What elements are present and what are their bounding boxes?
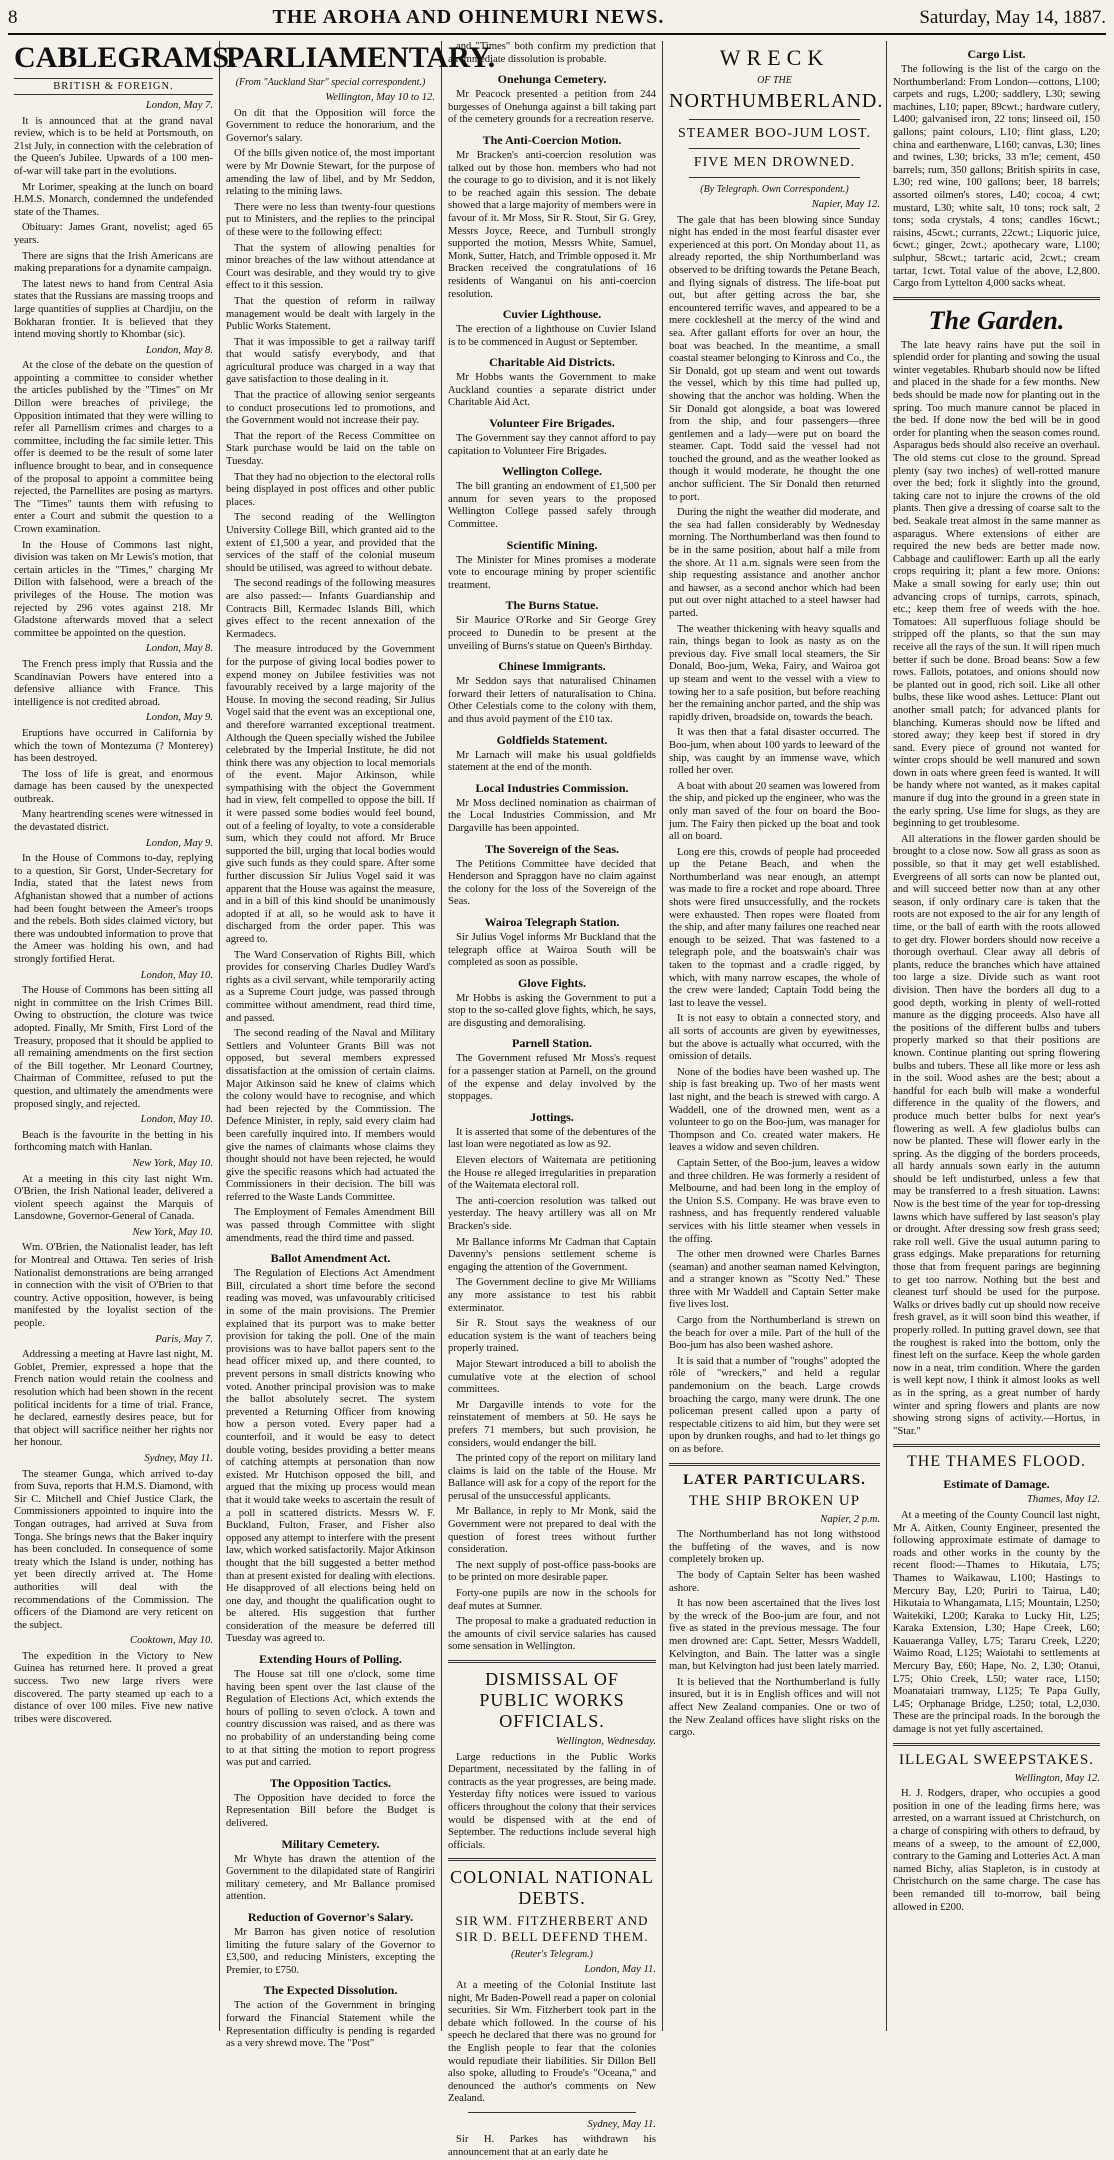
cable-dateline: London, May 9. <box>145 712 213 724</box>
cable-paragraph: Many heartrending scenes were witnessed in the devastated district. <box>14 809 213 834</box>
section-heading: Jottings. <box>530 1109 574 1124</box>
section-text: Mr Hobbs wants the Government to make Auckland counties a separate district under Charitable Aid Act. <box>448 372 656 409</box>
cable-paragraph: The loss of life is great, and enormous damage has been caused by the unexpected outbreak. <box>14 768 213 805</box>
northumberland-heading: NORTHUMBERLAND. <box>669 90 884 112</box>
section-text: The action of the Government in bringing forward the Financial Statement while the Representation difficulty is pending is regarded as a very shrewd move. The "Post" <box>226 2000 435 2050</box>
section-heading: Chinese Immigrants. <box>498 659 606 674</box>
section-heading: Volunteer Fire Brigades. <box>489 416 615 431</box>
wreck-paragraph: It was then that a fatal disaster occurred. The Boo-jum, when about 100 yards to leeward of the ship, was caught by an immense wave, which rolled her over. <box>669 727 880 777</box>
thames-flood-subheading: Estimate of Damage. <box>943 1477 1050 1492</box>
section-text: The Government say they cannot afford to pay capitation to Volunteer Fire Brigades. <box>448 433 656 457</box>
wreck-paragraph: A boat with about 20 seamen was lowered from the ship, and picked up the engineer, who was the only man saved of the four on board the Boo-jum. The Fairy then picked up the boat and took all on board. <box>669 780 880 843</box>
wreck-paragraph: Cargo from the Northumberland is strewn on the beach for over a mile. Part of the hull of the Boo-jum has also been washed ashore. <box>669 1315 880 1352</box>
cable-dateline: Paris, May 7. <box>155 1333 213 1345</box>
jotting-item: Sir R. Stout says the weakness of our education system is the want of teachers being properly trained. <box>448 1318 656 1355</box>
section-heading: The Sovereign of the Seas. <box>484 841 620 856</box>
garden-paragraph: The late heavy rains have put the soil in splendid order for planting and sowing the usual winter vegetables. Rhubarb should now be lifted and placed in the shade for a few months. New beds should be made now for planting out in the spring. Too much manure cannot be placed in the bed. If done now the bed will be in good order for planting when the season comes round. Asparagus beds should also receive an overhaul. The old stems cut close to the ground. Spread plenty (say two inches) of well-rotted manure over the bed; fork it slightly into the ground, taking care not to injure the crowns of the old plants. Then give a dressing of coarse salt to the bed. Seakale treat almost in the same manner as asparagus. Where extensions of either are required the new beds are better made now. Cabbage and cauliflower: Earth up all the early crops requiring it; plant a few more. Onions: Make a small sowing for early use; thin out advancing crops of turnips, carrots, spinach, etc.; keep them free of weeds with the hoe. Tomatoes: All superfluous foliage should be stripped off the plants, so that the sun may receive all the rays of the sun. It will ripen much better if such be done. Broad beans: Sow a few rows. Fallots, potatoes, and onions should now be planted out in good, rich soil. Like all other bulbs, these like wood ashes. Lettuce: Plant out another small patch; for advanced plants for blanching. Kumeras should now be lifted and stored away; they keep best if stored in dry sand. Every piece of ground not wanted for winter crops should be well manured and sown down in oats where green feed is wanted. It will be handy where not wanted, as it makes capital manure if dug into the ground in a green state in the early spring. Use lime for slugs, as they are beginning to get troublesome. <box>893 339 1100 830</box>
cable-paragraph: In the House of Commons to-day, replying to a question, Sir Gorst, Under-Secretary for India, stated that the latest news from Afghanistan showed that a number of actions had been fought between the Ameer's troops and the rebels. Both sides claimed victory, but there was undoubted information to prove that the Ameer was holding his own, and had strongly fortified Herat. <box>14 853 213 965</box>
cablegrams-heading: CABLEGRAMS. <box>14 41 237 74</box>
garden-paragraph: All alterations in the flower garden should be brought to a close now. Sow all grass as soon as possible, so that it may get well established. Evergreens of all sorts can now be planted out, and will succeed better now than at any other season, if only ordinary care is taken that the roots are not exposed to the air for any length of time, or the ball of earth with the roots allowed to get dry. Flower borders should now receive a thorough overhaul. Clear away all debris of plants, reduce the branches which have attained too large a size. Divide such as want root division. Then have the borders all dug to a good depth, working in plenty of well-rotted manure as the digging proceeds. Also have all the positions of the different bulbs and tubers properly marked so that their positions are known. Continue planting out spring flowering bulbs and tubers. These all like more or less ash in the soil. Wood ashes are the best; about a handful for each bulb will make a wonderful difference in the quality of the flowers, and produce much better bulbs for next year's flowering as well. A few gladiolus bulbs can now be planted. These will flower early in the spring. As the digging of the borders proceeds, all hardy annuals sown early in the autumn should be left undisturbed, unless a few that may be transferred to a fresh situation. Lawns: Now is the best time of the year for top-dressing lawns which have suffered by last season's play or drought. After dressing sow fresh grass seed; rake roll well. Give the usual autumn paring to grass edgings. Make preparations for returning those that from frequent parings are beginning to get too narrow. Nothing but the best and cleanest turf should be used for the purpose. Walks or drives badly cut up should now receive fresh gravel, as it will soon bind this weather, if properly rolled. In putting gravel down, see that the roughest is raked into the bottom, only the finest left on the surface. Keep the whole garden now in a neat, trim condition. Where the garden is well kept now, I think it almost looks as well as in the spring, as a great number of hardy winter and spring flowers and plants are now showing strong signs of activity.—Hortus, in "Star." <box>893 833 1100 1437</box>
sweepstakes-dateline: Wellington, May 12. <box>1014 1772 1100 1784</box>
column-wreck <box>663 41 887 2031</box>
wreck-source: (By Telegraph. Own Correspondent.) <box>700 184 849 195</box>
jotting-item: The proposal to make a graduated reduction in the amounts of civil service salaries has caused some sensation in Wellington. <box>448 1616 656 1653</box>
newspaper-title: THE AROHA AND OHINEMURI NEWS. <box>272 6 665 28</box>
wreck-paragraph: It is said that a number of "roughs" adopted the rôle of "wreckers," and held a regular pandemonium on the beach. Large crowds broaching the cargo, many were drunk. The one policeman present called upon a party of respectable citizens to aid him, but they were set upon by drunken roughs, and had to let things go on as before. <box>669 1355 880 1455</box>
parliamentary-paragraph: The second reading of the Wellington University College Bill, which granted aid to the extent of £1,500 a year, and provided that the services of the staff of the colonial museum should be utilised, was agreed to without debate. <box>226 512 435 574</box>
cable-dateline: London, May 10. <box>140 969 213 981</box>
debts-heading: COLONIAL NATIONAL DEBTS. <box>450 1867 654 1909</box>
parliamentary-paragraph: That the question of reform in railway management would be dealt with largely in the Public Works Statement. <box>226 295 435 333</box>
section-heading: The Opposition Tactics. <box>269 1775 392 1790</box>
jotting-item: The printed copy of the report on military land claims is laid on the table of the House. Mr Ballance will ask for a copy of the report for the perusal of the unsuccessful applicants. <box>448 1453 656 1502</box>
cable-paragraph: Beach is the favourite in the betting in his forthcoming match with Hanlan. <box>14 1129 213 1154</box>
section-heading: Military Cemetery. <box>281 1836 380 1851</box>
cable-paragraph: At the close of the debate on the question of appointing a committee to consider whether the articles published by the "Times" on Mr Dillon were breaches of privilege, the Opposition intimated that they were willing to refer all Parnellism crimes and charges to a committee, including the fac simile letter. This offer is deemed to be the result of some later influence brought to bear, and in consequence of the proposal to appoint a committee being rejected, the Parnellites are posing as martyrs. The "Times" taunts them with refusing to enter a Court and submit the question to a Crown examination. <box>14 360 213 535</box>
section-heading: Scientific Mining. <box>506 537 598 552</box>
cable-dateline: London, May 8. <box>145 643 213 655</box>
debts-source: (Reuter's Telegram.) <box>511 1949 593 1961</box>
later-particulars-heading: LATER PARTICULARS. <box>683 1471 866 1488</box>
section-text: The Opposition have decided to force the Representation Bill before the Budget is delivered. <box>226 1792 435 1829</box>
parliamentary-paragraph: That the system of allowing penalties for minor breaches of the law without attendance at Court was desirable, and they would try to give effect to it this session. <box>226 242 435 292</box>
section-text: Mr Moss declined nomination as chairman of the Local Industries Commission, and Mr Dargaville has been appointed. <box>448 797 656 834</box>
jotting-item: The anti-coercion resolution was talked out yesterday. The heavy artillery was all on Mr Bracken's side. <box>448 1195 656 1232</box>
cable-dateline: London, May 8. <box>145 344 213 356</box>
section-text: Mr Whyte has drawn the attention of the Government to the dilapidated state of Rangiriri military cemetery, and Mr Ballance promised attention. <box>226 1853 435 1903</box>
jotting-item: Mr Ballance, in reply to Mr Monk, said the Government were not prepared to deal with the question of forest trees without further consideration. <box>448 1506 656 1556</box>
cargo-list-text: The following is the list of the cargo on the Northumberland: From London—cottons, L100; carpets and rugs, L200; saddlery, L30; sewing machines, L10; paper, 89cwt.; hardware cutlery, L400; galvanised iron, 22 tons; linseed oil, 150 gallons; paint colours, L10; flint glass, L20; china and earthenware, L160; canvas, L30; lines and twines, L30; bricks, 33 m'le; cement, 450 barrels; rum, 350 gallons; British spirits in case, L30; red wine, 100 gallons; beer, 18 barrels; assorted oilmen's stores, L40; cocoa, 4 cwt; mustard, L30; white salt, 10 tons; rock salt, 2 tons; soda crystals, 4 tons; candles 16cwt.; raisins, 45cwt.; currants, 22cwt.; Liquoric juice, 6cwt.; ginger, 2cwt.; apothecary ware, L100; sulphur, 58cwt.; tartaric acid, 2cwt.; cream tartar, 1cwt. Total value of the above, L2,800. Cargo from Lyttelton 4,000 sacks wheat. <box>893 64 1100 290</box>
steamer-lost-heading: STEAMER BOO-JUM LOST. <box>677 126 872 141</box>
jotting-item: Mr Ballance informs Mr Cadman that Captain Davenny's pensions settlement scheme is engaging the attention of the Government. <box>448 1236 656 1273</box>
jotting-item: Mr Dargaville intends to vote for the reinstatement of members at 50. He says he prefers 71 members, but such provision, he considers, would endanger the bill. <box>448 1399 656 1449</box>
cable-dateline: New York, May 10. <box>132 1226 213 1238</box>
section-heading: Reduction of Governor's Salary. <box>247 1909 414 1924</box>
dismissal-dateline: Wellington, Wednesday. <box>555 1736 656 1747</box>
debts-text: At a meeting of the Colonial Institute last night, Mr Baden-Powell read a paper on colonial securities. Sir Wm. Fitzherbert took part in the debate which followed. In the course of his speech he declared that there was no ground for the English people to fear that the colonies would repudiate their liabilities. Sir Dillon Bell also spoke, alluding to Froude's "Oceana," and denounced the author's comments on New Zealand. <box>448 1979 656 2105</box>
parliamentary-paragraph: That the report of the Recess Committee on Stark purchase would be laid on the table on Tuesday. <box>226 430 435 468</box>
sydney-dateline: Sydney, May 11. <box>587 2118 656 2130</box>
wreck-paragraph: It is not easy to obtain a connected story, and all sorts of accounts are given by eyewitnesses, but the above is actually what occurred, with the omission of details. <box>669 1013 880 1063</box>
debts-subheading: SIR WM. FITZHERBERT AND SIR D. BELL DEFEND THEM. <box>455 1913 649 1945</box>
column-parliamentary <box>220 41 496 2050</box>
jotting-item: The Government decline to give Mr Williams any more assistance to test his rabbit exterminator. <box>448 1277 656 1314</box>
section-text: Mr Hobbs is asking the Government to put a stop to the so-called glove fights, which, he says, are disgusting and demoralising. <box>448 992 657 1029</box>
parliamentary-paragraph: That it was impossible to get a railway tariff that would satisfy everybody, and that agricultural produce was charged in a way that gave satisfaction to those dealing in it. <box>226 336 435 386</box>
wreck-paragraph: The other men drowned were Charles Barnes (seaman) and another seaman named Kelvington, and a stranger known as "Scotty Ned." These three with Mr Waddell and Captain Setter make five lives lost. <box>669 1249 880 1311</box>
thames-flood-text: At a meeting of the County Council last night, Mr A. Aitken, County Engineer, presented the following approximate estimate of damage to roads and other works in the county by the recent flood:—Thames to Hikutaia, L75; Thames to Waikawau, L100; Hastings to Mercury Bay, L20; Puriri to Tairua, L40; Hikutaia to Whangamata, L15; Mountain, L250; Waitekiki, L200; Karaka to Lucky Hit, L25; Karaka Extension, L30; Hape Creek, L60; Kauaeranga Valley, L75; Tararu Creek, L220; Waimo Road, L125; Waiotahi to settlements at Mercury Bay, £60; Hape, No. 2, L30; Otanui, L75; Ohio Creek, L50; water race, L150; Moanataiari tramway, L125; Te Papa Gully, L45; Orphanage Bridge, L250; total, L2,030. These are the principal roads. In the borough the damage is not yet fully ascertained. <box>893 1509 1100 1736</box>
section-text: Mr Larnach will make his usual goldfields statement at the end of the month. <box>448 749 656 774</box>
cargo-list-heading: Cargo List. <box>967 47 1026 61</box>
wreck-paragraph: None of the bodies have been washed up. The ship is fast breaking up. Two of her masts went last night, and the beach is strewed with cargo. A Waddell, one of the drowned men, went as a volunteer to go on the Boo-jum, was manager for Thompson and Co. created water makers. He leaves a widow and seven children. <box>669 1066 880 1154</box>
wreck-paragraph: During the night the weather did moderate, and the sea had fallen considerably by Wednesday morning. The Northumberland was then found to be in the same position, about half a mile from the shore. At 11 a.m. signals were seen from the ship requesting assistance and another anchor and hawser, as a second anchor which had been put out over night attached to a steel hawser had parted. <box>669 507 880 619</box>
cable-dateline: London, May 9. <box>145 837 213 849</box>
dismissal-heading: DISMISSAL OF PUBLIC WORKS OFFICIALS. <box>479 1669 625 1731</box>
parliamentary-paragraph: The second readings of the following measures are also passed:— Infants Guardianship and Contracts Bill, Kermadec Islands Bill, which gives effect to the recent annexation of the Kermadecs. <box>226 578 435 640</box>
parliamentary-source: (From "Auckland Star" special correspondent.) <box>235 77 426 88</box>
parliamentary-paragraph: That they had no objection to the electoral rolls being displayed in post offices and other public places. <box>226 471 435 508</box>
section-text: Mr Barron has given notice of resolution limiting the future salary of the Governor to £3,500, and reducing Ministers, excepting the Premier, to £750. <box>226 1926 435 1976</box>
section-heading: Cuvier Lighthouse. <box>502 307 602 322</box>
sweepstakes-text: H. J. Rodgers, draper, who occupies a good position in one of the leading firms here, was arrested, on a warrant issued at Christchurch, on a charge of conspiring with others to defraud, by means of a sweep, to the amount of £2,000, contrary to the Gaming and Lotteries Act. A man named Bichy, alias Stapleton, is in custody at Christchurch on the same charge. The case has been remanded till to-morrow, bail being allowed in £200. <box>893 1788 1100 1913</box>
section-heading: The Expected Dissolution. <box>263 1983 398 1998</box>
jotting-item: Eleven electors of Waitemata are petitioning the House re alleged irregularities in preparation of the Waitemata electoral roll. <box>448 1155 656 1192</box>
cable-paragraph: Mr Lorimer, speaking at the lunch on board H.M.S. Monarch, condemned the undefended state of the Thames. <box>14 181 213 218</box>
parliamentary-heading: PARLIAMENTARY. <box>226 41 496 74</box>
column-cargo-garden <box>887 41 1106 2031</box>
parliamentary-dateline: Wellington, May 10 to 12. <box>325 92 435 103</box>
section-heading: The Burns Statue. <box>505 598 599 613</box>
section-heading: Charitable Aid Districts. <box>489 355 615 370</box>
wreck-paragraph: Long ere this, crowds of people had proceeded up the Petane Beach, and when the Northumberland was near enough, an attempt was made to fire a rocket and rope aboard. Three shots were fired unsuccessfully, and the rockets were exhausted. Then ropes were floated from the ship, and after many failures one reached near enough to be seized. That was fastened to a telegraph pole, and the boatswain's chair was taken to the topmast and a cradle rigged, by which, with many narrow escapes, the whole of the crew were landed; Captain Todd being the last to leave the vessel. <box>669 846 880 1009</box>
cable-dateline: Cooktown, May 10. <box>130 1635 213 1647</box>
section-heading: Local Industries Commission. <box>475 780 629 795</box>
parliamentary-paragraph: Of the bills given notice of, the most important were by Mr Downie Stewart, for the purpose of amending the law of libel, and by Mr Seddon, relating to the mining laws. <box>226 148 435 198</box>
section-heading: Wellington College. <box>502 464 602 479</box>
page-number: 8 <box>8 7 18 28</box>
section-heading: Wairoa Telegraph Station. <box>484 914 620 929</box>
cable-paragraph: The steamer Gunga, which arrived to-day from Suva, reports that H.M.S. Diamond, with Sir C. Mitchell and Chief Justice Clark, the Commissioners appointed to inquire into the Tongan outrages, had arrived at Suva from Tonga. She brings news that the Baker inquiry has been concluded. In consequence of some treaty which the Island is under, nothing has yet been directly arrived at. The Home authorities will deal with the recommendations of the Commission. The officers of the Diamond are very reticent on the subject. <box>14 1468 213 1631</box>
jotting-item: Major Stewart introduced a bill to abolish the cumulative vote at the election of school committees. <box>448 1358 656 1396</box>
wreck-paragraph: The gale that has been blowing since Sunday night has ended in the most fearful disaster ever experienced at this port. On Monday about 11, as already reported, the ship Northumberland was observed to be drifting towards the Petane Beach, and flying signals of distress. The life-boat put out, but after getting across the bar, she encountered terrific waves, and appeared to be a mere cockleshell at the mercy of the wind and sea. After gallant efforts for over an hour, the boat was beached. In the meantime, a small coastal steamer belonging to Kinross and Co., the Sir Donald, got up steam and went out towards the vessel, which by this time had pulled up, showing that the anchor was holding. When the Sir Donald got alongside, a boat was lowered from the ship, and four passengers—three gentlemen and a lady—were put on board the steamer. Capt. Todd said the vessel had not touched the ground, and as the weather looked as though it would moderate, he thought the one anchor sufficient. The Sir Donald then returned to port. <box>669 214 880 503</box>
garden-heading: The Garden. <box>928 305 1065 335</box>
section-text: The Government refused Mr Moss's request for a passenger station at Parnell, on the ground of the expense and delay involved by the stoppages. <box>448 1053 656 1103</box>
later-dateline: Napier, 2 p.m. <box>820 1513 880 1525</box>
masthead <box>8 6 1106 35</box>
jotting-item: The next supply of post-office pass-books are to be printed on more desirable paper. <box>448 1559 656 1584</box>
jotting-item: Forty-one pupils are now in the schools for deaf mutes at Sumner. <box>448 1588 656 1612</box>
parliamentary-paragraph: On dit that the Opposition will force the Government to reduce the honorarium, and the Governor's salary. <box>226 107 435 144</box>
section-text: The Petitions Committee have decided that Henderson and Spraggon have no claim against the colony for the loss of the Sovereign of the Seas. <box>448 858 656 908</box>
section-text: The bill granting an endowment of £1,500 per annum for seven years to the proposed Wellington College passed safely through Committee. <box>448 481 656 531</box>
wreck-paragraph: Captain Setter, of the Boo-jum, leaves a widow and three children. He was formerly a resident of Melbourne, and had been long in the employ of the Union S.S. Company. He was brave even to rashness, and has frequently rendered valuable services with his little steamer when vessels in the offing. <box>669 1157 880 1245</box>
section-heading: Onehunga Cemetery. <box>497 72 607 87</box>
section-text: Sir Julius Vogel informs Mr Buckland that the telegraph office at Wairoa South will be completed as soon as possible. <box>448 931 656 969</box>
sweepstakes-heading: ILLEGAL SWEEPSTAKES. <box>899 1751 1094 1768</box>
section-text: The erection of a lighthouse on Cuvier Island is to be commenced in August or September. <box>448 324 656 348</box>
cable-paragraph: The latest news to hand from Central Asia states that the Russians are massing troops and large quantities of supplies at Chardjiu, on the Bokharan frontier. It is believed that they intend moving shortly to Khombar (sic). <box>14 278 213 341</box>
five-drowned-heading: FIVE MEN DROWNED. <box>693 155 856 170</box>
cable-paragraph: The French press imply that Russia and the Scandinavian Powers have entered into a defensive alliance with France. This intelligence is not credited abroad. <box>14 658 213 708</box>
cable-paragraph: The House of Commons has been sitting all night in committee on the Irish Crimes Bill. Owing to obstruction, the cloture was twice adopted. Finally, Mr Smith, First Lord of the Treasury, proposed that it should be applied to all remaining amendments on the first section of the Bill together. Mr Leonard Courtney, Chairman of Committee, refused to put the question, and ultimately the amendments were proposed singly, and rejected. <box>14 985 213 1110</box>
parliamentary-paragraph: The second reading of the Naval and Military Settlers and Volunteer Grants Bill was not opposed, but several members expressed dissatisfaction at the omission of certain claims. Major Atkinson said he knew of claims which the colony would have to recognise, and which had been rejected by the Commission. The Defence Minister, in reply, said every claim had been carefully inquired into. If members would give the names of claimants whose claims they thought should not have been rejected, he would give the specific reasons which had actuated the Commissioners in their decision. The bill was referred to the Waste Lands Committee. <box>226 1028 435 1203</box>
cable-dateline: London, May 7. <box>145 100 213 111</box>
cable-paragraph: At a meeting in this city last night Wm. O'Brien, the Irish National leader, delivered a violent speech against the Marquis of Lansdowne, Governor-General of Canada. <box>14 1173 213 1223</box>
parliamentary-paragraph: The Employment of Females Amendment Bill was passed through Committee with slight amendments, read the third time and passed. <box>226 1207 435 1244</box>
section-heading: Goldfields Statement. <box>496 732 608 747</box>
section-heading: Glove Fights. <box>518 975 586 990</box>
wreck-dateline: Napier, May 12. <box>811 199 880 210</box>
ship-broken-up-heading: THE SHIP BROKEN UP <box>688 1492 861 1509</box>
section-text: The Regulation of Elections Act Amendment Bill, circulated a short time before the second reading was moved, was unfavourably criticised in some of the main provisions. The Premier explained that its purport was to make better provision for taking the poll. One of the main provisions was to have ballot papers sent to the head officer mixed up, and there counted, to prevent persons in small districts knowing who voted. Another principal provision was to make the ballot absolutely secret. The system prevented a Returning Officer from knowing how a person voted. Every paper had a counterfoil, and it would be easy to detect double voting, besides providing a better means of catching attempts at personation than now existed. Mr Hutchison opposed the bill, and argued that the mixing up process would mean that it would take weeks to ascertain the result of a poll in scattered districts. Messrs W. F. Buckland, Fulton, Fraser, and Fisher also opposed any attempt to interfere with the present law, which worked satisfactorily. Major Atkinson thought that the bill suggested a better method than at present existed for dealing with elections. He disapproved of all elections being held on one day, and thought the qualification ought to be altered. His suggestion that further consideration of the measure be deferred till Tuesday was agreed to. <box>226 1268 435 1645</box>
wreck-paragraph: The weather thickening with heavy squalls and rain, things began to look as nasty as on the previous day. Five small local steamers, the Sir Donald, Boo-jum, Weka, Fairy, and Wairoa got up steam and went to the vessel with a view to towing her to a safe position, but before reaching her the remaining anchor parted, and the ship was rapidly driven, broadside on, towards the beach. <box>669 623 880 723</box>
later-paragraph: The body of Captain Selter has been washed ashore. <box>669 1569 880 1594</box>
cable-paragraph: Obituary: James Grant, novelist; aged 65 years. <box>14 222 213 246</box>
later-paragraph: It is believed that the Northumberland is fully insured, but it is in English offices and will not affect New Zealand companies. One or two of the New Zealand offices have slight risks on the cargo. <box>669 1676 880 1739</box>
section-text: The Minister for Mines promises a moderate vote to encourage mining by proper scientific treatment. <box>448 554 656 591</box>
cable-paragraph: It is announced that at the grand naval review, which is to be held at Portsmouth, on 21st July, in connection with the celebration of the Queen's Jubilee. Upwards of a 100 men-of-war will take part in the evolutions. <box>14 115 213 177</box>
section-text: Mr Seddon says that naturalised Chinamen forward their letters of naturalisation to China. Other Celestials come to the colony with them, and thus avoid payment of the £10 tax. <box>448 676 656 725</box>
section-heading: Ballot Amendment Act. <box>270 1251 391 1266</box>
later-paragraph: It has now been ascertained that the lives lost by the wreck of the Boo-jum are four, and not five as stated in the previous message. The four men drowned are: Capt. Setter, Messrs Waddell, Kelvington, and Bain. The latter was a single man, but Kelvington had just been lately married. <box>669 1598 880 1673</box>
section-text: Mr Peacock presented a petition from 244 burgesses of Onehunga against a bill taking part of the cemetery grounds for a recreation reserve. <box>448 89 656 126</box>
cable-paragraph: There are signs that the Irish Americans are making preparations for a dynamite campaign. <box>14 250 213 275</box>
cable-paragraph: In the House of Commons last night, division was taken on Mr Lewis's motion, that certain articles in the "Times," charging Mr Dillon with falsehood, were a breach of the privileges of the House. The motion was rejected by 296 votes against 218. Mr Gladstone afterwards moved that a select committee be appointed on the question. <box>14 539 213 639</box>
parliamentary-paragraph: The Ward Conservation of Rights Bill, which provides for conserving Charles Dudley Ward's rights as a civil servant, while temporarily acting as a Supreme Court judge, was passed through committee without amendment, read third time, and passed. <box>226 949 435 1024</box>
thames-flood-dateline: Thames, May 12. <box>1027 1494 1100 1506</box>
continued-intro: and "Times" both confirm my prediction that an immediate dissolution is probable. <box>448 41 656 65</box>
section-heading: The Anti-Coercion Motion. <box>482 132 622 147</box>
cable-dateline: Sydney, May 11. <box>144 1452 213 1464</box>
section-text: The House sat till one o'clock, some time having been spent over the last clause of the Regulation of Elections Act, which extends the hours of polling to seven o'clock. A town and country discussion was raised, and as there was no probability of an understanding being come to at that sitting the motion to report progress was put and carried. <box>226 1669 435 1769</box>
column-parliamentary-continued <box>442 41 663 2159</box>
column-cablegrams <box>8 41 237 2031</box>
cable-dateline: London, May 10. <box>140 1114 213 1126</box>
section-text: It is asserted that some of the debentures of the last loan were negotiated as low as 92. <box>448 1126 656 1151</box>
parliamentary-paragraph: There were no less than twenty-four questions put to Ministers, and the replies to the principal of these were to the following effect: <box>226 201 435 238</box>
debts-dateline: London, May 11. <box>584 1964 656 1976</box>
later-paragraph: The Northumberland has not long withstood the buffeting of the waves, and is now completely broken up. <box>669 1529 880 1566</box>
section-text: Mr Bracken's anti-coercion resolution was talked out by those hon. members who had not the courage to go to division, and it is not likely to be reached again this session. The debate showed that a large majority of members were in favour of it. Mr Moss, Sir R. Stout, Sir G. Grey, Messrs Joyce, Reece, and Turnbull strongly supported the motion, Messrs White, Samuel, Monk, Sutter, Hatch, and Trimble opposed it. Mr Bracken received the congratulations of 16 residents of Wanganui on his anti-coercion resolution. <box>448 149 656 300</box>
parliamentary-paragraph: That the practice of allowing senior sergeants to conduct prosecutions led to promotions, and the Government would not increase their pay. <box>226 390 435 427</box>
dismissal-text: Large reductions in the Public Works Department, necessitated by the falling in of contracts as the year progresses, are being made. Yesterday fifty notices were issued to various officers throughout the colony that their services would be dispensed with at the end of September. The reductions include several high officials. <box>448 1751 656 1851</box>
wreck-heading: WRECK <box>719 45 830 70</box>
parliamentary-paragraph: The measure introduced by the Government for the purpose of giving local bodies power to expend money on Jubilee festivities was not favourably received by a large majority of the House. In moving the second reading, Sir Julius Vogel said that the event was an exceptional one, and therefore warranted exceptional treatment. Although the Queen specially wished the Jubilee celebrated by the Imperial Institute, he did not think there was any objection to local memorials of the event. Major Atkinson, while sympathising with the object the Government had in view, felt compelled to oppose the bill. If it were passed some bodies would feel bound, out of a feeling of loyalty, to vote a considerable sum, which they could not afford. Mr Bruce supported the bill, urging that local bodies would give such funds as they could spare. After some further discussion Sir Julius Vogel said it was apparent that the House was against the measure, and in a bill of this kind should be unanimously adopted if at all, so he would ask to have it discharged from the order paper. This was agreed to. <box>226 644 435 945</box>
cable-paragraph: Eruptions have occurred in California by which the town of Montezuma (? Monterey) has been destroyed. <box>14 727 213 765</box>
cable-dateline: New York, May 10. <box>132 1157 213 1169</box>
thames-flood-heading: THE THAMES FLOOD. <box>907 1453 1086 1471</box>
issue-date: Saturday, May 14, 1887. <box>919 7 1106 28</box>
cable-paragraph: Addressing a meeting at Havre last night, M. Goblet, Premier, expressed a hope that the French nation would retain the coolness and resolution which had been shown in the recent political incidents for a time of trial. France, he declared, earnestly desires peace, but for that object will sacrifice neither her rights nor her honour. <box>14 1349 213 1449</box>
section-text: Sir Maurice O'Rorke and Sir George Grey proceed to Dunedin to be present at the unveiling of Burns's statue on Queen's Birthday. <box>448 615 656 652</box>
cable-paragraph: The expedition in the Victory to New Guinea has returned here. It proved a great success. Two new large rivers were discovered. The party steamed up each to a distance of over 100 miles. Five new native tribes were discovered. <box>14 1650 213 1725</box>
cable-paragraph: Wm. O'Brien, the Nationalist leader, has left for Montreal and Ottawa. Ten series of Irish Nationalist demonstrations are being arranged in connection with the visit of O'Brien to that country. Active opposition, however, is being manifested by the loyalist section of the people. <box>14 1242 213 1330</box>
section-heading: Parnell Station. <box>512 1036 592 1051</box>
section-heading: Extending Hours of Polling. <box>259 1652 402 1667</box>
sydney-text: Sir H. Parkes has withdrawn his announcement that at an early date he <box>448 2134 656 2159</box>
wreck-of-the: OF THE <box>757 75 792 86</box>
cablegrams-subheading: BRITISH & FOREIGN. <box>14 78 213 95</box>
